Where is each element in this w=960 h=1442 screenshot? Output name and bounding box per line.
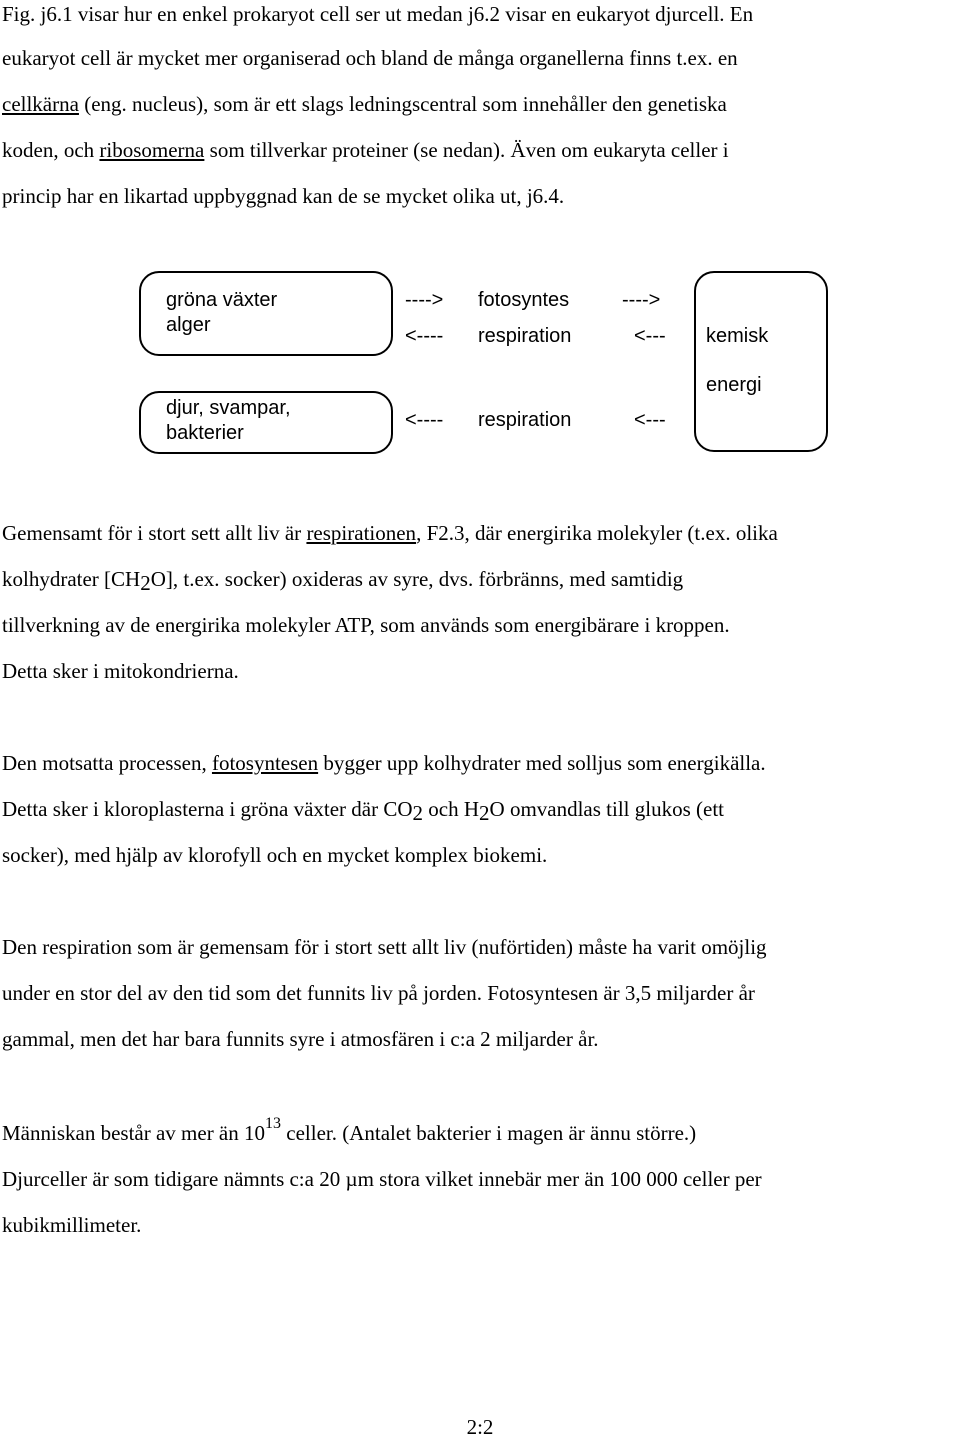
para3-line1	[2, 750, 766, 776]
para5-line3: kubikmillimeter.	[2, 1213, 142, 1237]
para3-line2-pre: Detta sker i kloroplasterna i gröna växter där CO	[2, 797, 413, 821]
para1-line3	[2, 91, 727, 117]
page-number: 2:2	[466, 1415, 494, 1439]
para3-line1-pre: Den motsatta processen,	[2, 751, 212, 775]
arrow-left-4: <---	[634, 409, 666, 431]
para1-line1: Fig. j6.1 visar hur en enkel prokaryot cell ser ut medan j6.2 visar en eukaryot djurcell. En	[2, 2, 754, 26]
arrow-left-3: <----	[405, 409, 444, 431]
label-energi: energi	[706, 374, 762, 396]
label-respiration-1: respiration	[478, 325, 572, 347]
label-djur-svampar: djur, svampar,	[166, 397, 291, 419]
para4-line3: gammal, men det har bara funnits syre i atmosfären i c:a 2 miljarder år.	[2, 1027, 599, 1051]
para1-line3-text: (eng. nucleus), som är ett slags ledningscentral som innehåller den genetiska	[78, 92, 727, 116]
para5-line1-pre: Människan består av mer än 10	[2, 1121, 266, 1145]
superscript-13: 13	[265, 1115, 282, 1132]
para5-line2: Djurceller är som tidigare nämnts c:a 20 µm stora vilket innebär mer än 100 000 celler per	[2, 1167, 762, 1191]
arrow-left-1: <----	[405, 325, 444, 347]
para1-line5: princip har en likartad uppbyggnad kan de se mycket olika ut, j6.4.	[2, 184, 565, 208]
respirationen-link[interactable]: respirationen	[306, 521, 417, 545]
arrow-right-2: ---->	[622, 289, 661, 311]
para1-line4-text: som tillverkar proteiner (se nedan). Även om eukaryta celler i	[204, 138, 729, 162]
label-alger: alger	[166, 314, 211, 336]
para2-line1	[2, 520, 778, 546]
para1-line2: eukaryot cell är mycket mer organiserad och bland de många organellerna finns t.ex. en	[2, 46, 738, 70]
subscript-2: 2	[140, 571, 151, 595]
para3-line2	[2, 796, 725, 825]
para5-line1	[2, 1115, 697, 1149]
subscript-2-co2: 2	[412, 801, 424, 825]
para3-line1-text: bygger upp kolhydrater med solljus som energikälla.	[318, 751, 766, 775]
para3-line2-mid: och H	[423, 797, 480, 821]
para2-line1-text: , F2.3, där energirika molekyler (t.ex. olika	[416, 521, 778, 545]
para2-line2-pre: kolhydrater [CH	[2, 567, 141, 591]
para2-line2	[2, 566, 684, 595]
para1-line4-pre: koden, och	[2, 138, 100, 162]
label-grona-vaxter: gröna växter	[166, 289, 278, 311]
para4-line1: Den respiration som är gemensam för i stort sett allt liv (nuförtiden) måste ha varit omöjlig	[2, 935, 767, 959]
para3-line2-text: O omvandlas till glukos (ett	[489, 797, 725, 821]
cellkarna-link[interactable]: cellkärna	[2, 92, 79, 116]
label-bakterier: bakterier	[166, 422, 244, 444]
label-respiration-2: respiration	[478, 409, 572, 431]
label-kemisk: kemisk	[706, 325, 769, 347]
arrow-left-2: <---	[634, 325, 666, 347]
box-chemical-energy	[694, 271, 828, 452]
para2-line2-text: O], t.ex. socker) oxideras av syre, dvs. förbränns, med samtidig	[150, 567, 684, 591]
arrow-right-1: ---->	[405, 289, 444, 311]
para2-line1-pre: Gemensamt för i stort sett allt liv är	[2, 521, 307, 545]
fotosyntesen-link[interactable]: fotosyntesen	[211, 751, 319, 775]
ribosomerna-link[interactable]: ribosomerna	[99, 138, 205, 162]
para1-line4	[2, 137, 729, 163]
subscript-2-h2o: 2	[479, 801, 490, 825]
label-fotosyntes: fotosyntes	[478, 289, 570, 311]
para2-line4: Detta sker i mitokondrierna.	[2, 659, 239, 683]
para4-line2: under en stor del av den tid som det funnits liv på jorden. Fotosyntesen är 3,5 miljarder år	[2, 981, 755, 1005]
para5-line1-text: celler. (Antalet bakterier i magen är ännu större.)	[281, 1121, 697, 1145]
para2-line3: tillverkning av de energirika molekyler ATP, som används som energibärare i kroppen.	[2, 613, 730, 637]
para3-line3: socker), med hjälp av klorofyll och en mycket komplex biokemi.	[2, 843, 548, 867]
